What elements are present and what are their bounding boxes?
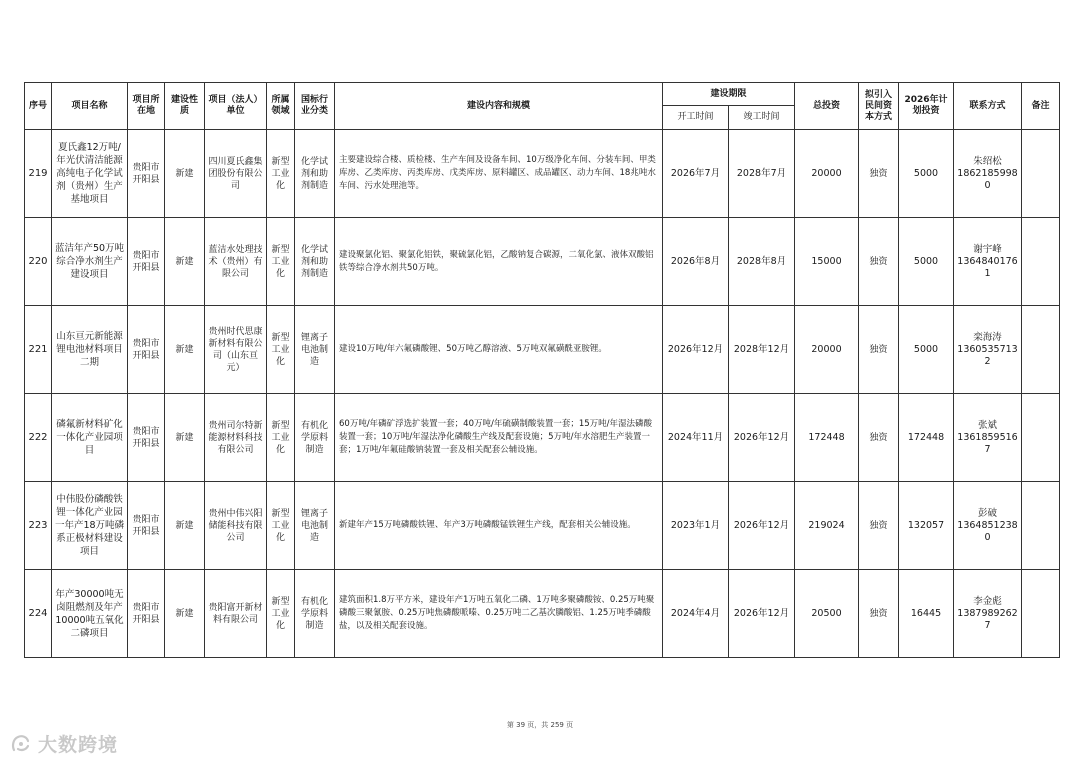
row-plan2026: 16445 [899, 570, 954, 658]
row-seq: 221 [25, 306, 52, 394]
row-investment: 20000 [795, 306, 859, 394]
watermark-logo-icon [10, 734, 32, 754]
row-start: 2024年4月 [663, 570, 729, 658]
row-end: 2028年8月 [729, 218, 795, 306]
row-location: 贵阳市开阳县 [128, 482, 165, 570]
contact-name: 栾海涛 [973, 331, 1002, 343]
row-end: 2026年12月 [729, 570, 795, 658]
row-remark [1022, 306, 1060, 394]
row-plan2026: 5000 [899, 130, 954, 218]
row-location: 贵阳市开阳县 [128, 570, 165, 658]
row-industry: 化学试剂和助剂制造 [295, 130, 335, 218]
row-unit: 贵州司尔特新能源材料科技有限公司 [205, 394, 267, 482]
row-method: 独资 [859, 570, 899, 658]
row-unit: 贵州中伟兴阳储能科技有限公司 [205, 482, 267, 570]
project-table-sheet [24, 82, 1059, 658]
row-field: 新型工业化 [267, 306, 295, 394]
header-row-1 [25, 83, 1060, 106]
row-contact [954, 570, 1022, 658]
header-nature: 建设性质 [165, 83, 205, 130]
row-seq: 219 [25, 130, 52, 218]
row-method: 独资 [859, 218, 899, 306]
row-nature: 新建 [165, 218, 205, 306]
row-seq: 224 [25, 570, 52, 658]
page-footer: 第 39 页，共 259 页 [506, 721, 574, 729]
row-field: 新型工业化 [267, 218, 295, 306]
table-row [25, 306, 1060, 394]
row-start: 2026年12月 [663, 306, 729, 394]
row-location: 贵阳市开阳县 [128, 130, 165, 218]
row-industry: 化学试剂和助剂制造 [295, 218, 335, 306]
row-field: 新型工业化 [267, 394, 295, 482]
row-location: 贵阳市开阳县 [128, 394, 165, 482]
row-method: 独资 [859, 394, 899, 482]
contact-phone: 13618595167 [957, 431, 1018, 455]
row-remark [1022, 394, 1060, 482]
row-seq: 220 [25, 218, 52, 306]
watermark-text: 大数跨境 [38, 734, 119, 756]
table-row [25, 482, 1060, 570]
row-nature: 新建 [165, 482, 205, 570]
row-method: 独资 [859, 306, 899, 394]
header-remark: 备注 [1022, 83, 1060, 130]
row-unit: 贵州时代思康新材料有限公司（山东亘元） [205, 306, 267, 394]
row-remark [1022, 482, 1060, 570]
header-contact: 联系方式 [954, 83, 1022, 130]
row-start: 2023年1月 [663, 482, 729, 570]
row-contact [954, 218, 1022, 306]
row-project-name: 中伟股份磷酸铁锂一体化产业园一年产18万吨磷系正极材料建设项目 [52, 482, 128, 570]
row-end: 2028年12月 [729, 306, 795, 394]
row-start: 2026年8月 [663, 218, 729, 306]
header-name: 项目名称 [52, 83, 128, 130]
header-plan2026: 2026年计划投资 [899, 83, 954, 130]
row-content: 建设10万吨/年六氟磷酸锂、50万吨乙醇溶液、5万吨双氟磺酰亚胺锂。 [335, 306, 663, 394]
watermark [10, 730, 118, 757]
contact-phone: 13605357132 [957, 343, 1018, 367]
table-row [25, 570, 1060, 658]
row-content: 主要建设综合楼、质检楼、生产车间及设备车间、10万级净化车间、分装车间、甲类库房、乙类库房、丙类库房、戊类库房、原料罐区、成品罐区、动力车间、18兆吨水车间、污水处理池等。 [335, 130, 663, 218]
table-row [25, 394, 1060, 482]
row-plan2026: 132057 [899, 482, 954, 570]
row-project-name: 夏氏鑫12万吨/年光伏清洁能源高纯电子化学试剂（贵州）生产基地项目 [52, 130, 128, 218]
row-nature: 新建 [165, 306, 205, 394]
row-content: 建设聚氯化铝、聚氯化铝铁，聚硫氯化铝，乙酸钠复合碳源，二氧化氯、液体双酸铝铁等综合净水剂共50万吨。 [335, 218, 663, 306]
row-project-name: 蓝洁年产50万吨综合净水剂生产建设项目 [52, 218, 128, 306]
header-field: 所属领域 [267, 83, 295, 130]
row-industry: 锂离子电池制造 [295, 306, 335, 394]
row-plan2026: 5000 [899, 306, 954, 394]
contact-phone: 13879892627 [957, 607, 1018, 631]
row-remark [1022, 218, 1060, 306]
row-content: 60万吨/年磷矿浮选扩装置一套；40万吨/年硫磺制酸装置一套；15万吨/年湿法磷酸装置一套；10万吨/年湿法净化磷酸生产线及配套设施；5万吨/年水溶肥生产装置一套；1万吨/年氟硅酸钠装置一套及相关配套公辅设施。 [335, 394, 663, 482]
row-end: 2026年12月 [729, 394, 795, 482]
row-plan2026: 5000 [899, 218, 954, 306]
table-row [25, 218, 1060, 306]
header-industry: 国标行业分类 [295, 83, 335, 130]
header-unit: 项目（法人）单位 [205, 83, 267, 130]
row-project-name: 山东亘元新能源锂电池材料项目二期 [52, 306, 128, 394]
row-contact [954, 306, 1022, 394]
contact-phone: 13648401761 [957, 255, 1018, 279]
row-project-name: 年产30000吨无卤阻燃剂及年产10000吨五氧化二磷项目 [52, 570, 128, 658]
table-row [25, 130, 1060, 218]
header-start: 开工时间 [663, 106, 729, 130]
row-industry: 有机化学原料制造 [295, 394, 335, 482]
header-seq: 序号 [25, 83, 52, 130]
contact-name: 李金彪 [973, 595, 1002, 607]
header-location: 项目所在地 [128, 83, 165, 130]
header-investment: 总投资 [795, 83, 859, 130]
contact-name: 彭破 [978, 507, 998, 519]
row-field: 新型工业化 [267, 570, 295, 658]
row-start: 2024年11月 [663, 394, 729, 482]
row-start: 2026年7月 [663, 130, 729, 218]
row-content: 建筑面积1.8万平方米，建设年产1万吨五氧化二磷、1万吨多聚磷酸铵、0.25万吨聚磷酸三聚氰胺、0.25万吨焦磷酸哌嗪、0.25万吨二乙基次膦酸铝、1.25万吨季磷酸盐，以及相关配套设施。 [335, 570, 663, 658]
row-industry: 有机化学原料制造 [295, 570, 335, 658]
row-nature: 新建 [165, 570, 205, 658]
row-nature: 新建 [165, 130, 205, 218]
row-end: 2028年7月 [729, 130, 795, 218]
header-content: 建设内容和规模 [335, 83, 663, 130]
row-investment: 20500 [795, 570, 859, 658]
row-nature: 新建 [165, 394, 205, 482]
row-location: 贵阳市开阳县 [128, 218, 165, 306]
row-investment: 219024 [795, 482, 859, 570]
contact-name: 朱绍松 [973, 155, 1002, 167]
row-seq: 222 [25, 394, 52, 482]
row-method: 独资 [859, 130, 899, 218]
row-unit: 四川夏氏鑫集团股份有限公司 [205, 130, 267, 218]
header-end: 竣工时间 [729, 106, 795, 130]
header-method: 拟引入民间资本方式 [859, 83, 899, 130]
row-method: 独资 [859, 482, 899, 570]
row-investment: 15000 [795, 218, 859, 306]
project-table [24, 82, 1060, 658]
row-remark [1022, 570, 1060, 658]
row-unit: 蓝洁水处理技术（贵州）有限公司 [205, 218, 267, 306]
row-investment: 20000 [795, 130, 859, 218]
contact-phone: 13648512380 [957, 519, 1018, 543]
row-remark [1022, 130, 1060, 218]
row-seq: 223 [25, 482, 52, 570]
contact-name: 张斌 [978, 419, 998, 431]
row-location: 贵阳市开阳县 [128, 306, 165, 394]
row-field: 新型工业化 [267, 130, 295, 218]
row-plan2026: 172448 [899, 394, 954, 482]
contact-phone: 18621859980 [957, 167, 1018, 191]
row-contact [954, 394, 1022, 482]
header-period: 建设期限 [663, 83, 795, 106]
row-unit: 贵阳富开新材料有限公司 [205, 570, 267, 658]
row-end: 2026年12月 [729, 482, 795, 570]
row-contact [954, 130, 1022, 218]
row-field: 新型工业化 [267, 482, 295, 570]
row-contact [954, 482, 1022, 570]
row-investment: 172448 [795, 394, 859, 482]
row-industry: 锂离子电池制造 [295, 482, 335, 570]
row-project-name: 磷氟新材料矿化一体化产业园项目 [52, 394, 128, 482]
contact-name: 谢宇峰 [973, 243, 1002, 255]
row-content: 新建年产15万吨磷酸铁锂、年产3万吨磷酸锰铁锂生产线，配套相关公辅设施。 [335, 482, 663, 570]
